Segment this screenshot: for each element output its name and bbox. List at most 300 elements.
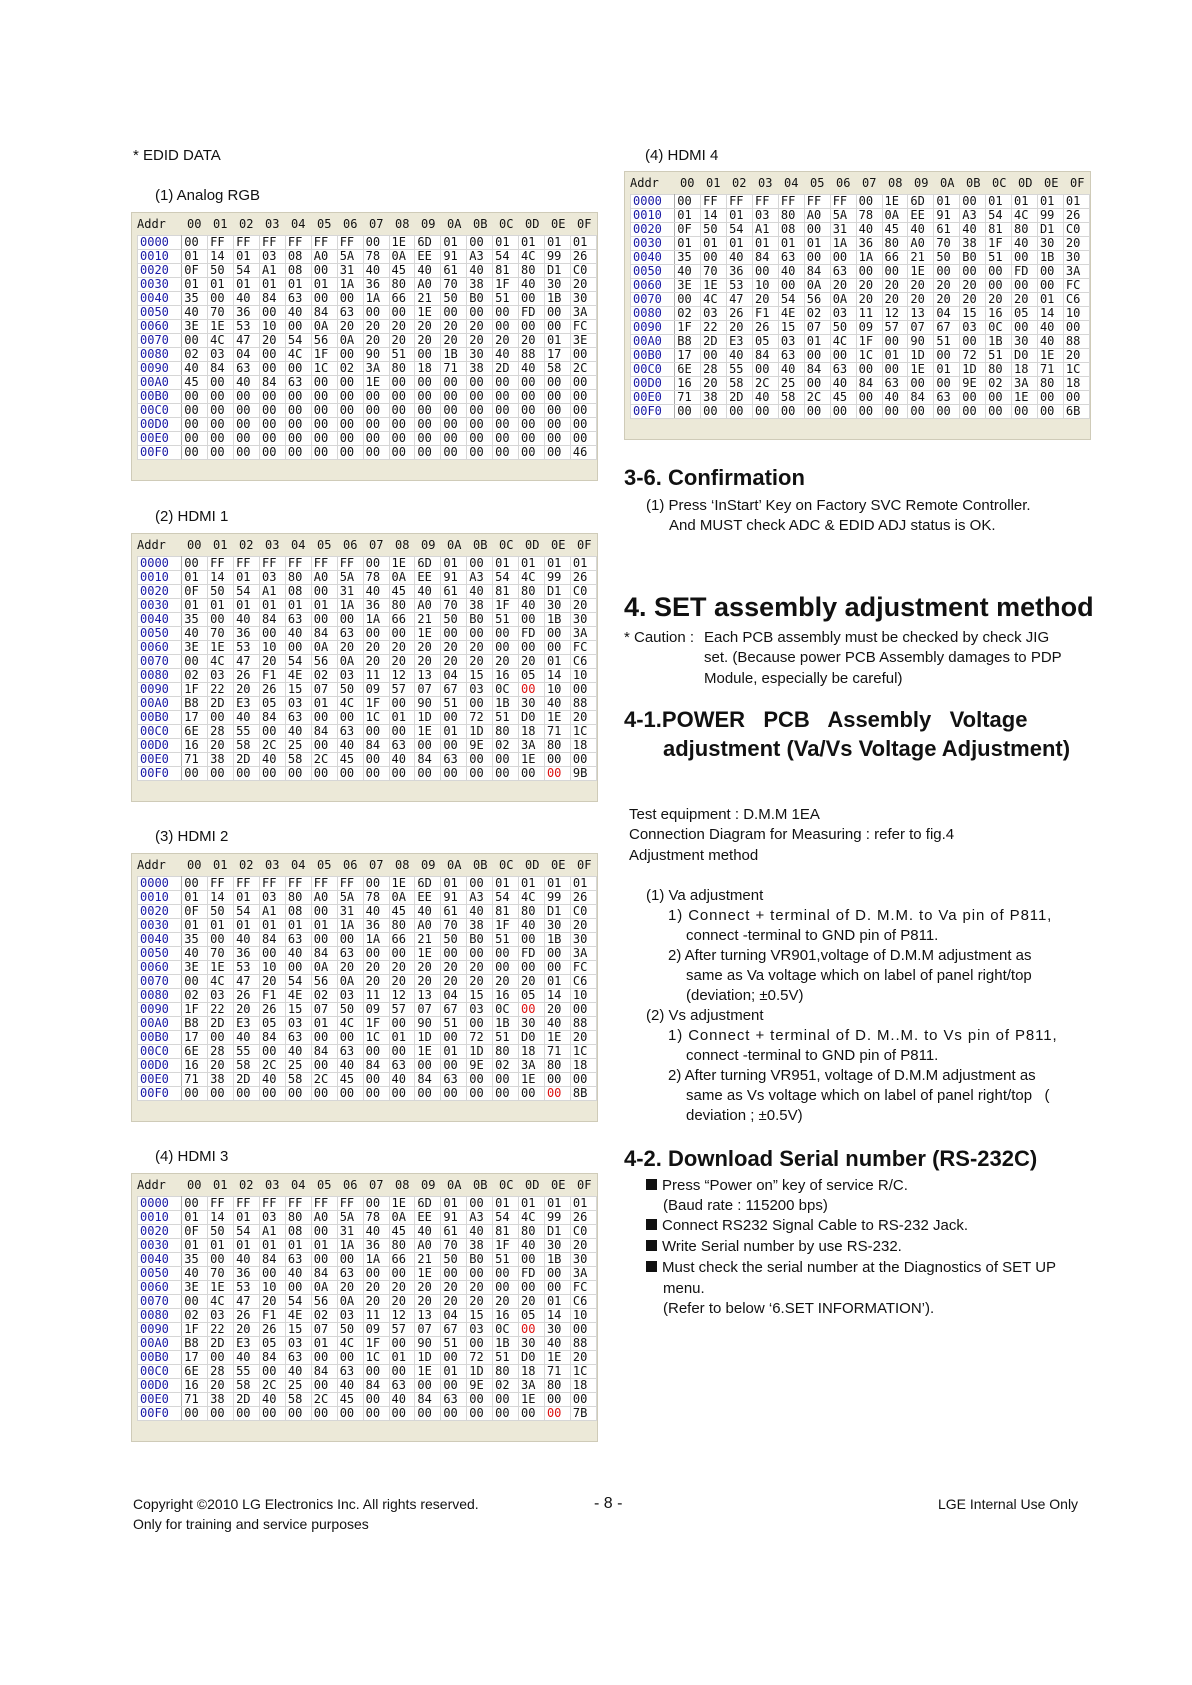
hex-cell: 05 <box>752 335 778 349</box>
hex-cell: 3A <box>570 306 596 320</box>
hex-cell: 84 <box>311 1045 337 1059</box>
hex-address: 0000 <box>631 195 675 209</box>
hex-address: 0090 <box>138 362 182 376</box>
hex-cell: 15 <box>467 1309 493 1323</box>
table-row <box>138 1073 597 1087</box>
hex-address: 00F0 <box>631 405 675 419</box>
hex-cell: 20 <box>415 961 441 975</box>
hex-cell: 00 <box>544 627 570 641</box>
hex-cell: 00 <box>493 418 519 432</box>
hex-cell: 40 <box>519 278 545 292</box>
hex-cell: 40 <box>182 947 208 961</box>
hex-cell: 71 <box>182 1073 208 1087</box>
hex-cell: 00 <box>544 404 570 418</box>
hex-cell: 01 <box>675 237 701 251</box>
hex-cell: 70 <box>441 278 467 292</box>
footer-training: Only for training and service purposes <box>133 1516 369 1532</box>
hex-cell: 20 <box>441 320 467 334</box>
hex-cell: 6D <box>908 195 934 209</box>
hex-cell: 12 <box>389 989 415 1003</box>
table-row <box>138 306 597 320</box>
hex-address: 0020 <box>138 264 182 278</box>
hex-cell: 20 <box>337 1281 363 1295</box>
hex-cell: 00 <box>467 418 493 432</box>
hex-cell: 70 <box>934 237 960 251</box>
hex-cell: 07 <box>415 1003 441 1017</box>
hex-cell: 0F <box>675 223 701 237</box>
hex-cell: 00 <box>570 376 596 390</box>
hex-cell: 16 <box>182 739 208 753</box>
hex-cell: 40 <box>285 1365 311 1379</box>
hex-cell: 00 <box>519 1253 545 1267</box>
hex-cell: 00 <box>519 933 545 947</box>
table-row <box>138 432 597 446</box>
hex-cell: 2D <box>234 1073 260 1087</box>
hex-cell: 3A <box>570 947 596 961</box>
hex-header-addr: Addr <box>137 538 166 552</box>
hex-cell: 20 <box>441 975 467 989</box>
hex-cell: 00 <box>830 251 856 265</box>
hex-cell: 05 <box>259 1017 285 1031</box>
hex-cell: 01 <box>182 250 208 264</box>
hex-cell: 07 <box>908 321 934 335</box>
hex-address: 0040 <box>138 613 182 627</box>
hex-cell: 00 <box>467 1197 493 1211</box>
hex-cell: 08 <box>285 264 311 278</box>
hex-cell: 80 <box>285 571 311 585</box>
table-row <box>138 1197 597 1211</box>
hex-cell: 35 <box>182 613 208 627</box>
hex-cell: 1B <box>544 292 570 306</box>
hex-cell: 00 <box>208 1351 234 1365</box>
table-row <box>138 390 597 404</box>
hex-header-col: 0A <box>447 538 462 552</box>
hex-cell: 03 <box>285 697 311 711</box>
hex-cell: 00 <box>675 405 701 419</box>
hex-header-col: 09 <box>421 858 436 872</box>
hex-cell: 00 <box>493 1393 519 1407</box>
hex-cell: 1C <box>570 1365 596 1379</box>
hex-cell: 45 <box>830 391 856 405</box>
hex-cell: 00 <box>208 446 234 460</box>
hex-cell: 20 <box>389 655 415 669</box>
hex-header-col: 0C <box>499 538 514 552</box>
hex-cell: 00 <box>467 753 493 767</box>
hex-cell: 01 <box>182 919 208 933</box>
hex-header-col: 0F <box>577 217 592 231</box>
hex-cell: 1E <box>208 641 234 655</box>
hex-cell: 50 <box>441 1253 467 1267</box>
hex-cell: 00 <box>493 627 519 641</box>
hex-cell: 63 <box>285 292 311 306</box>
hex-cell: 02 <box>182 348 208 362</box>
table-row <box>138 1337 597 1351</box>
hex-cell: 40 <box>519 599 545 613</box>
hex-cell: 80 <box>389 1239 415 1253</box>
hex-header-addr: Addr <box>137 217 166 231</box>
hex-cell: 1F <box>182 1323 208 1337</box>
hex-cell: 17 <box>182 1031 208 1045</box>
hex-address: 0090 <box>138 683 182 697</box>
hex-cell: 20 <box>570 711 596 725</box>
hex-cell: 01 <box>934 363 960 377</box>
hex-cell: 00 <box>259 418 285 432</box>
hex-cell: 00 <box>441 404 467 418</box>
hex-cell: 56 <box>311 975 337 989</box>
hex-cell: 00 <box>467 236 493 250</box>
hex-cell: 03 <box>259 250 285 264</box>
hex-cell: 67 <box>934 321 960 335</box>
section-title-serial: 4-2. Download Serial number (RS-232C) <box>624 1146 1038 1171</box>
hex-cell: 67 <box>441 1003 467 1017</box>
hex-cell: 01 <box>182 1211 208 1225</box>
table-row <box>138 1323 597 1337</box>
hex-cell: 58 <box>778 391 804 405</box>
hex-table-analog <box>131 212 598 481</box>
hex-cell: 07 <box>415 1323 441 1337</box>
table-row <box>138 404 597 418</box>
hex-cell: 20 <box>467 320 493 334</box>
hex-cell: 00 <box>259 627 285 641</box>
table-row <box>138 933 597 947</box>
hex-cell: 40 <box>908 223 934 237</box>
hex-cell: 00 <box>285 404 311 418</box>
hex-cell: 01 <box>259 919 285 933</box>
hex-address: 00B0 <box>138 1351 182 1365</box>
hex-cell: 00 <box>363 1045 389 1059</box>
hex-cell: 00 <box>389 1017 415 1031</box>
hex-cell: 28 <box>701 363 727 377</box>
hex-address: 0080 <box>138 989 182 1003</box>
hex-cell: 1E <box>389 236 415 250</box>
hex-cell: 00 <box>519 1407 545 1421</box>
table-row <box>138 278 597 292</box>
hex-cell: 56 <box>804 293 830 307</box>
hex-cell: 91 <box>441 1211 467 1225</box>
hex-cell: 20 <box>389 320 415 334</box>
hex-cell: 15 <box>285 1323 311 1337</box>
hex-cell: 80 <box>544 739 570 753</box>
hex-cell: 57 <box>389 1323 415 1337</box>
hex-address: 0020 <box>631 223 675 237</box>
hex-cell: 47 <box>234 655 260 669</box>
hex-cell: FD <box>1012 265 1038 279</box>
hex-cell: 00 <box>467 446 493 460</box>
hex-cell: 00 <box>363 1073 389 1087</box>
hex-cell: 63 <box>441 1393 467 1407</box>
hex-cell: C0 <box>570 1225 596 1239</box>
hex-cell: 01 <box>234 250 260 264</box>
hex-cell: 00 <box>441 947 467 961</box>
hex-cell: 00 <box>182 655 208 669</box>
hex-cell: 05 <box>519 989 545 1003</box>
hex-cell: 15 <box>285 1003 311 1017</box>
hex-cell: 15 <box>467 989 493 1003</box>
table-row <box>631 209 1090 223</box>
hex-cell: 01 <box>389 1031 415 1045</box>
hex-cell: 2C <box>752 377 778 391</box>
hex-cell: 3A <box>519 739 545 753</box>
hex-cell: 30 <box>570 1253 596 1267</box>
hex-cell: 00 <box>467 877 493 891</box>
hex-cell: 00 <box>363 627 389 641</box>
hex-cell: 38 <box>467 599 493 613</box>
hex-cell: 00 <box>467 1267 493 1281</box>
hex-cell: 20 <box>208 1059 234 1073</box>
hex-cell: 70 <box>441 919 467 933</box>
hex-cell: 54 <box>727 223 753 237</box>
hex-cell: 00 <box>804 349 830 363</box>
hex-cell: C6 <box>570 1295 596 1309</box>
hex-cell: 2C <box>259 739 285 753</box>
table-row <box>138 571 597 585</box>
hex-cell: 30 <box>1037 237 1063 251</box>
hex-address: 0010 <box>138 571 182 585</box>
hex-cell: 1A <box>830 237 856 251</box>
hex-cell: 00 <box>285 767 311 781</box>
hex-cell: 01 <box>234 571 260 585</box>
hex-cell: 2C <box>311 753 337 767</box>
hex-cell: 00 <box>311 1087 337 1101</box>
hex-cell: 11 <box>363 989 389 1003</box>
hex-cell: 01 <box>519 1197 545 1211</box>
hex-cell: 40 <box>259 1393 285 1407</box>
confirm-line-1: (1) Press ‘InStart’ Key on Factory SVC Remote Controller. <box>646 497 1031 514</box>
serial-bullet-3-text: Write Serial number by use RS-232. <box>662 1238 902 1255</box>
table-row <box>138 334 597 348</box>
hex-cell: 70 <box>208 627 234 641</box>
hex-cell: 09 <box>856 321 882 335</box>
hex-cell: 00 <box>182 1295 208 1309</box>
hex-cell: 26 <box>1063 209 1089 223</box>
hex-cell: 01 <box>234 599 260 613</box>
hex-cell: 4C <box>208 975 234 989</box>
hex-cell: 00 <box>208 711 234 725</box>
hex-cell: FF <box>208 1197 234 1211</box>
table-row <box>631 279 1090 293</box>
hex-address: 00B0 <box>138 711 182 725</box>
hex-cell: 01 <box>311 697 337 711</box>
hex-cell: 00 <box>363 557 389 571</box>
hex-cell: 63 <box>285 1351 311 1365</box>
hex-cell: 00 <box>960 335 986 349</box>
hex-cell: 9E <box>960 377 986 391</box>
va-step-1b: connect -terminal to GND pin of P811. <box>686 927 939 944</box>
hex-cell: 1B <box>1037 251 1063 265</box>
hex-cell: 00 <box>882 335 908 349</box>
hex-cell: 61 <box>441 264 467 278</box>
hex-cell: 01 <box>570 236 596 250</box>
hex-cell: FF <box>208 236 234 250</box>
edid-heading: * EDID DATA <box>133 147 221 164</box>
hex-address: 0030 <box>138 278 182 292</box>
hex-cell: 00 <box>234 1407 260 1421</box>
hex-cell: 17 <box>182 1351 208 1365</box>
hex-cell: 1D <box>908 349 934 363</box>
hex-address: 0020 <box>138 1225 182 1239</box>
serial-bullet-1 <box>646 1176 908 1196</box>
hex-cell: 00 <box>493 1073 519 1087</box>
hex-cell: 1C <box>570 725 596 739</box>
hex-cell: 1F <box>182 683 208 697</box>
hex-cell: 01 <box>882 349 908 363</box>
hex-address: 00A0 <box>138 376 182 390</box>
hex-cell: FF <box>259 557 285 571</box>
hex-cell: 91 <box>441 891 467 905</box>
hex-cell: 36 <box>363 599 389 613</box>
hex-cell: 20 <box>467 1281 493 1295</box>
hex-cell: 03 <box>259 1211 285 1225</box>
hex-cell: 00 <box>234 390 260 404</box>
hex-cell: 1F <box>856 335 882 349</box>
hex-address: 00C0 <box>138 1365 182 1379</box>
hex-cell: 00 <box>259 348 285 362</box>
hex-cell: 00 <box>467 432 493 446</box>
hex-cell: 00 <box>519 376 545 390</box>
hex-cell: 00 <box>570 1323 596 1337</box>
hex-cell: 08 <box>285 1225 311 1239</box>
hex-cell: 1A <box>337 599 363 613</box>
table-row <box>138 613 597 627</box>
hex-cell: 70 <box>208 1267 234 1281</box>
hex-cell: 01 <box>1012 195 1038 209</box>
hex-cell: D1 <box>544 585 570 599</box>
hex-cell: 00 <box>311 613 337 627</box>
hex-cell: 20 <box>467 975 493 989</box>
hex-cell: 00 <box>986 265 1012 279</box>
hex-address: 00E0 <box>138 753 182 767</box>
hex-cell: 00 <box>493 1281 519 1295</box>
hex-header-col: 02 <box>732 176 747 190</box>
hex-cell: 01 <box>285 278 311 292</box>
hex-cell: 16 <box>493 669 519 683</box>
hex-cell: 1E <box>415 947 441 961</box>
hex-cell: 04 <box>234 348 260 362</box>
hex-cell: 12 <box>882 307 908 321</box>
bullet-square-icon <box>646 1240 657 1251</box>
hex-cell: 00 <box>389 1045 415 1059</box>
hex-cell: FF <box>752 195 778 209</box>
hex-header-row <box>132 1174 597 1196</box>
table-row <box>631 363 1090 377</box>
hex-cell: 00 <box>363 1393 389 1407</box>
hex-cell: 00 <box>363 767 389 781</box>
hex-header-col: 00 <box>187 538 202 552</box>
footer-internal: LGE Internal Use Only <box>938 1496 1079 1512</box>
hex-cell: 80 <box>389 919 415 933</box>
hex-cell: 54 <box>234 905 260 919</box>
hex-cell: 1D <box>415 1031 441 1045</box>
hex-cell: 00 <box>778 279 804 293</box>
hex-cell: 00 <box>311 1253 337 1267</box>
table-row <box>138 753 597 767</box>
hex-cell: 40 <box>259 753 285 767</box>
hex-cell: 01 <box>1037 293 1063 307</box>
table-row <box>138 292 597 306</box>
hex-cell: 00 <box>389 446 415 460</box>
hex-cell: 01 <box>311 1017 337 1031</box>
hex-cell: FF <box>311 236 337 250</box>
hex-cell: 84 <box>259 1253 285 1267</box>
hex-cell: 1D <box>415 711 441 725</box>
hex-cell: 35 <box>182 292 208 306</box>
hex-header-col: 0F <box>577 858 592 872</box>
hex-cell: 00 <box>337 292 363 306</box>
hex-cell: 30 <box>570 613 596 627</box>
hex-cell: 3A <box>519 1059 545 1073</box>
table-caption-analog: (1) Analog RGB <box>155 187 261 204</box>
hex-cell: 31 <box>337 264 363 278</box>
hex-cell: 20 <box>337 641 363 655</box>
hex-cell: 6E <box>182 1365 208 1379</box>
hex-cell: 20 <box>363 334 389 348</box>
hex-cell: 84 <box>259 933 285 947</box>
serial-bullet-4-text: Must check the serial number at the Diagnostics of SET UP <box>662 1259 1057 1276</box>
hex-cell: 00 <box>337 613 363 627</box>
hex-cell: 84 <box>259 1351 285 1365</box>
hex-cell: 51 <box>441 697 467 711</box>
hex-cell: 00 <box>519 1281 545 1295</box>
hex-cell: 58 <box>234 1059 260 1073</box>
hex-header-col: 05 <box>317 538 332 552</box>
hex-cell: 40 <box>856 223 882 237</box>
hex-cell: 00 <box>389 1365 415 1379</box>
hex-cell: 84 <box>415 753 441 767</box>
hex-address: 0060 <box>138 641 182 655</box>
hex-cell: 01 <box>208 919 234 933</box>
hex-cell: 00 <box>570 1003 596 1017</box>
hex-cell: 70 <box>441 599 467 613</box>
hex-cell: 00 <box>363 725 389 739</box>
hex-cell: 38 <box>208 753 234 767</box>
hex-cell: 35 <box>675 251 701 265</box>
hex-cell: 71 <box>182 753 208 767</box>
hex-cell: 1D <box>467 1365 493 1379</box>
hex-cell: 00 <box>544 306 570 320</box>
hex-cell: 00 <box>570 348 596 362</box>
hex-cell: FC <box>1063 279 1089 293</box>
hex-cell: 01 <box>544 1197 570 1211</box>
hex-header-col: 0C <box>499 217 514 231</box>
hex-cell: 00 <box>752 265 778 279</box>
hex-cell: 2C <box>570 362 596 376</box>
hex-cell: 00 <box>415 432 441 446</box>
hex-cell: 03 <box>701 307 727 321</box>
hex-cell: 80 <box>544 1059 570 1073</box>
hex-cell: EE <box>415 1211 441 1225</box>
hex-cell: 00 <box>960 405 986 419</box>
hex-cell: 01 <box>519 236 545 250</box>
hex-cell: 00 <box>1063 321 1089 335</box>
hex-cell: B0 <box>467 933 493 947</box>
hex-cell: 4C <box>285 348 311 362</box>
hex-cell: FC <box>570 320 596 334</box>
hex-cell: 25 <box>778 377 804 391</box>
hex-cell: 1D <box>960 363 986 377</box>
hex-cell: 38 <box>960 237 986 251</box>
hex-cell: 00 <box>234 432 260 446</box>
hex-cell: 0C <box>493 683 519 697</box>
table-row <box>631 377 1090 391</box>
hex-cell: 1C <box>363 1351 389 1365</box>
hex-cell: 00 <box>544 432 570 446</box>
va-step-1: 1) Connect + terminal of D. M.M. to Va pin of P811, <box>668 907 1053 924</box>
hex-cell: 00 <box>493 1267 519 1281</box>
hex-cell: 00 <box>441 390 467 404</box>
hex-cell: 51 <box>493 292 519 306</box>
hex-cell: 10 <box>544 683 570 697</box>
hex-cell: 01 <box>544 655 570 669</box>
